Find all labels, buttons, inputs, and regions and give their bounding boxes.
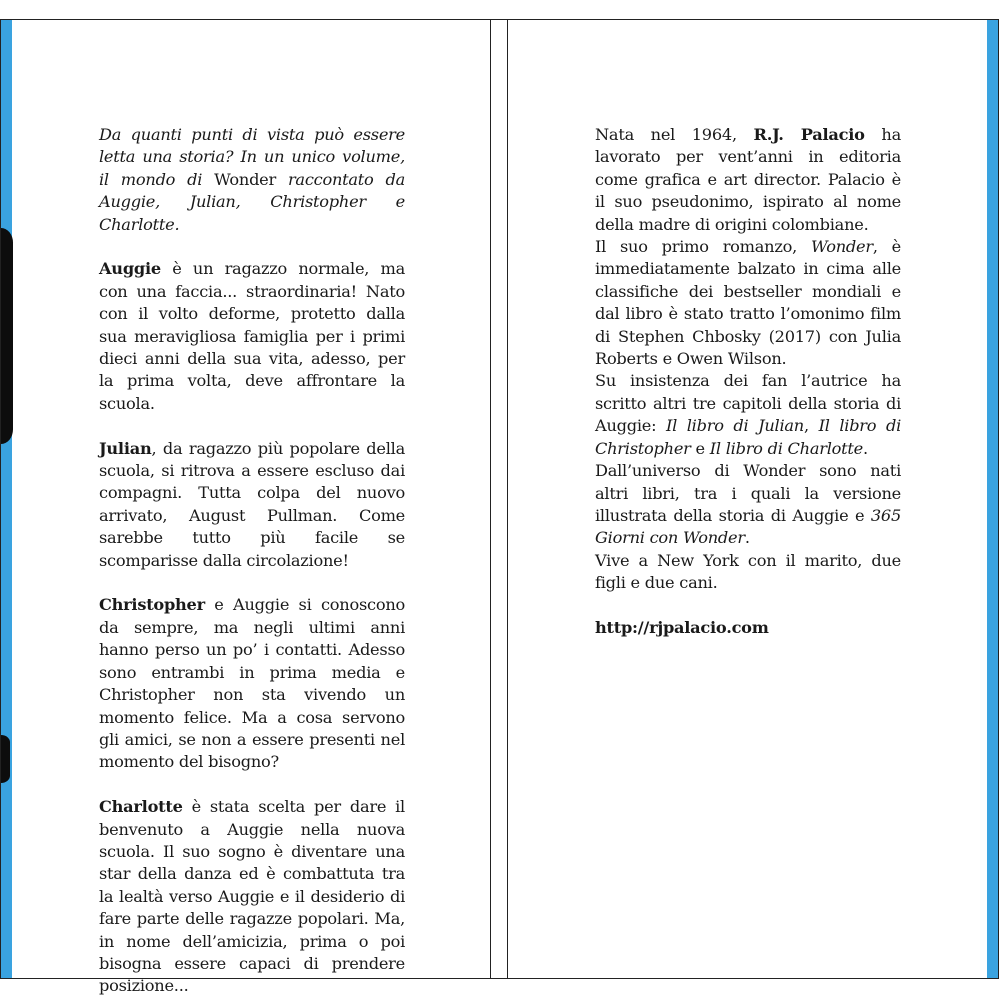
book-title-christopher: Il libro di Christopher: [595, 416, 902, 458]
separator: ,: [803, 416, 819, 436]
christopher-description: e Auggie si conoscono da sempre, ma negli ultimi anni hanno perso un po’ i contatti. Adesso sono entrambi in prima media e Christopher non sta vivendo un momento felice. Ma a cosa servono gli amici, se non a essere presenti nel momento del bisogno?: [99, 595, 405, 772]
intro-text-end: raccontato da Auggie, Julian, Christopher e Charlotte.: [99, 169, 405, 234]
bio-text: , è immediatamente balzato in cima alle classifiche dei bestseller mondiali e dal libro è stato tratto l’omonimo film di Stephen Chbosky (2017) con Julia Roberts e Owen Wilson.: [595, 237, 901, 369]
other-books-paragraph: [595, 460, 901, 550]
residence-paragraph: Vive a New York con il marito, due figli e due cani.: [595, 550, 901, 593]
author-bio-paragraph: [595, 124, 901, 236]
charlotte-paragraph: [99, 796, 405, 998]
bio-text: .: [744, 528, 750, 548]
author-website-link[interactable]: http://rjpalacio.com: [595, 617, 769, 637]
book-title-julian: Il libro di Julian: [666, 416, 804, 436]
author-name: R.J. Palacio: [753, 125, 865, 144]
christopher-paragraph: [99, 594, 405, 773]
julian-paragraph: [99, 438, 405, 572]
left-page-text: [99, 124, 405, 998]
charlotte-description: è stata scelta per dare il benvenuto a Auggie nella nuova scuola. Il suo sogno è diventare una star della danza ed è combattuta tra la lealtà verso Auggie e il desiderio di fare parte delle ragazze popolari. Ma, in nome dell’amicizia, prima o poi bisogna essere capaci di prendere posizione...: [99, 797, 405, 996]
cover-illustration-edge: [1, 228, 13, 444]
left-cover-flap: [1, 20, 12, 978]
book-title-charlotte: Il libro di Charlotte: [709, 438, 863, 458]
cover-illustration-edge-small: [1, 735, 10, 783]
bio-text: Su insistenza dei fan l’autrice ha scritto altri tre capitoli della storia di Auggie:: [595, 371, 901, 436]
separator: e: [690, 438, 710, 458]
intro-wonder-title: Wonder: [214, 169, 276, 189]
right-page-text: [595, 124, 901, 639]
bio-text: .: [862, 438, 868, 458]
spine-fold-line: [490, 20, 491, 978]
character-name-charlotte: Charlotte: [99, 797, 183, 817]
bio-text: Il suo primo romanzo,: [595, 237, 811, 257]
julian-description: , da ragazzo più popolare della scuola, si ritrova a essere escluso dai compagni. Tutta colpa del nuovo arrivato, August Pullman. Come sarebbe tutto più facile se scomparisse dalla circolazione!: [99, 438, 405, 570]
auggie-paragraph: [99, 258, 405, 415]
book-title-wonder: Wonder: [810, 237, 873, 257]
right-cover-flap: [987, 20, 998, 978]
first-novel-paragraph: [595, 236, 901, 370]
bio-text: Dall’universo di Wonder sono nati altri libri, tra i quali la versione illustrata della storia di Auggie e: [595, 461, 901, 525]
character-name-christopher: Christopher: [99, 595, 205, 615]
bio-text: Nata nel 1964,: [595, 125, 754, 144]
intro-text: Da quanti punti di vista può essere letta una storia? In un unico volume, il mondo di: [99, 125, 405, 189]
character-name-auggie: Auggie: [99, 259, 161, 279]
intro-paragraph: [99, 124, 405, 236]
auggie-description: è un ragazzo normale, ma con una faccia... straordinaria! Nato con il volto deforme, protetto dalla sua meravigliosa famiglia per i primi dieci anni della sua vita, adesso, per la prima volta, deve affrontare la scuola.: [99, 259, 405, 413]
character-name-julian: Julian: [99, 438, 152, 458]
bio-text: ha lavorato per vent’anni in editoria come grafica e art director. Palacio è il suo pseudonimo, ispirato al nome della madre di origini colombiane.: [595, 125, 901, 234]
book-title-365-giorni: 365 Giorni con Wonder: [595, 505, 901, 548]
other-chapters-paragraph: [595, 370, 901, 460]
spine-fold-line: [507, 20, 508, 978]
